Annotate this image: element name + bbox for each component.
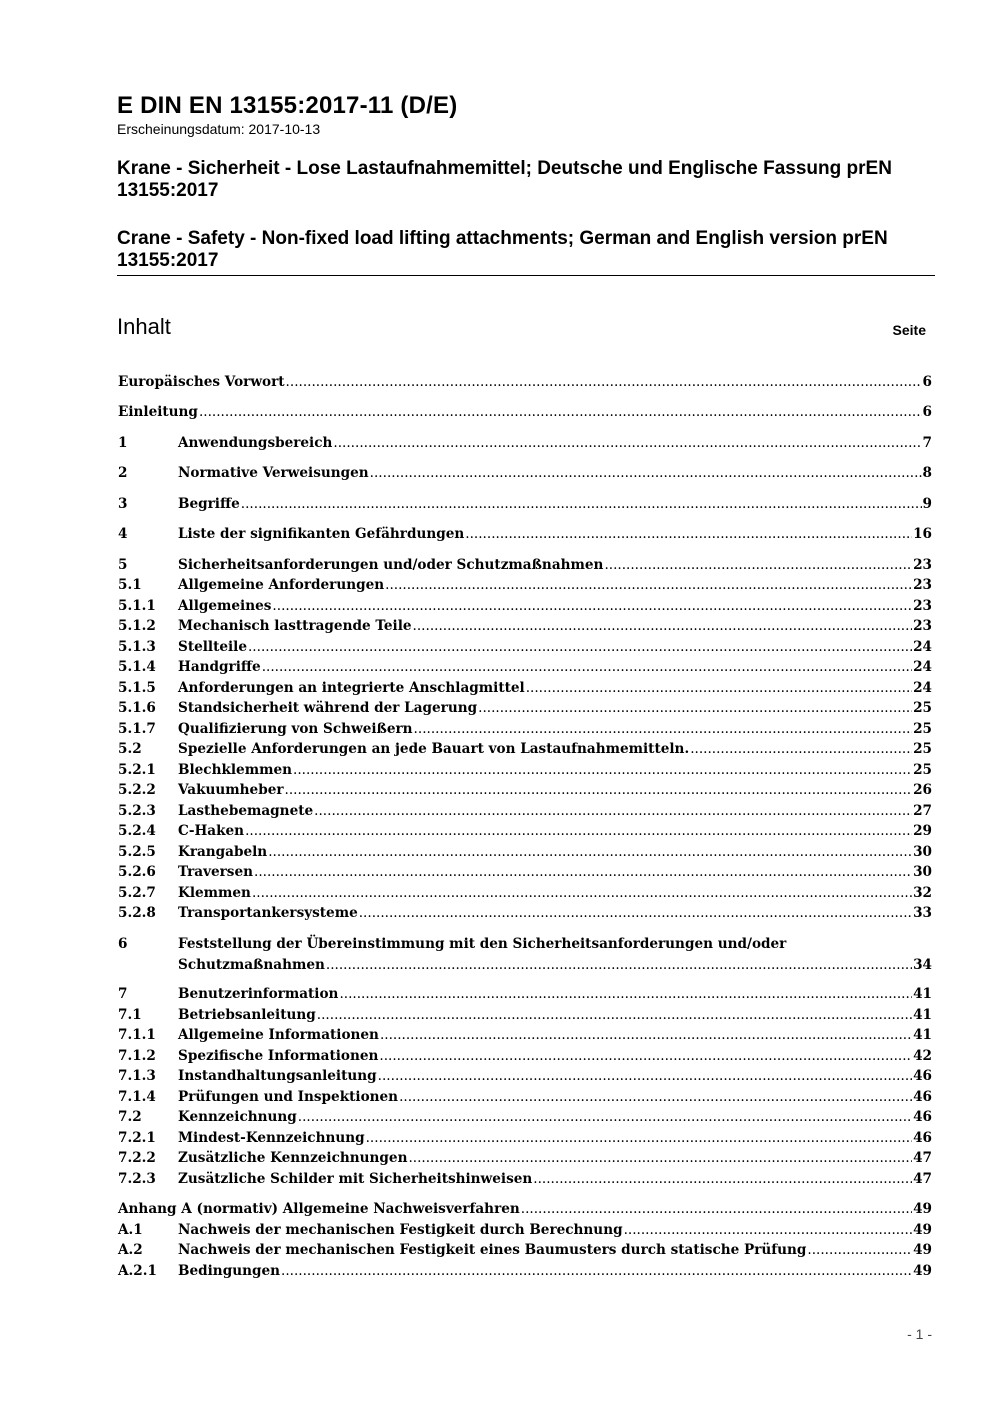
toc-entry-title: Feststellung der Übereinstimmung mit den Sicherheitsanforderungen und/oder bbox=[178, 936, 787, 952]
toc-entry-title: Spezielle Anforderungen an jede Bauart von Lastaufnahmemitteln. bbox=[178, 741, 690, 757]
toc-entry-title: Vakuumheber bbox=[178, 782, 284, 798]
page-number: - 1 - bbox=[907, 1326, 932, 1342]
toc-entry-title: Transportankersysteme bbox=[178, 905, 358, 921]
toc-entry-page: 16 bbox=[913, 526, 932, 542]
toc-entry[interactable] bbox=[118, 1066, 932, 1087]
toc-entry-title: Kennzeichnung bbox=[178, 1109, 297, 1125]
toc-entry-number: 5.2.4 bbox=[118, 823, 156, 839]
toc-dot-leader bbox=[293, 760, 912, 781]
toc-entry-title: Anforderungen an integrierte Anschlagmittel bbox=[178, 680, 525, 696]
toc-entry-page: 24 bbox=[913, 659, 932, 675]
toc-entry-title: Nachweis der mechanischen Festigkeit eines Baumusters durch statische Prüfung bbox=[178, 1242, 807, 1258]
toc-dot-leader bbox=[380, 1025, 912, 1046]
toc-entry-number: 6 bbox=[118, 936, 128, 952]
toc-dot-leader bbox=[604, 555, 912, 576]
toc-entry-page: 25 bbox=[913, 741, 932, 757]
toc-dot-leader bbox=[252, 883, 912, 904]
toc-entry-page: 41 bbox=[913, 1027, 932, 1043]
toc-entry-page: 42 bbox=[913, 1048, 932, 1064]
toc-entry-page: 46 bbox=[913, 1089, 932, 1105]
toc-entry-page: 25 bbox=[913, 721, 932, 737]
toc-dot-leader bbox=[379, 1046, 912, 1067]
toc-entry-page: 6 bbox=[922, 374, 932, 390]
toc-dot-leader bbox=[285, 780, 913, 801]
toc-entry[interactable] bbox=[118, 1087, 932, 1108]
toc-entry[interactable] bbox=[118, 903, 932, 924]
toc-dot-leader bbox=[281, 1261, 912, 1282]
toc-dot-leader bbox=[262, 657, 912, 678]
toc-entry-page: 49 bbox=[913, 1242, 932, 1258]
toc-entry[interactable] bbox=[118, 637, 932, 658]
toc-entry-title: Allgemeines bbox=[178, 598, 272, 614]
toc-entry-number: 7.1.4 bbox=[118, 1089, 156, 1105]
toc-dot-leader bbox=[272, 596, 912, 617]
toc-entry-title-continued: Schutzmaßnahmen bbox=[178, 957, 325, 973]
toc-entry[interactable] bbox=[118, 463, 932, 484]
toc-dot-leader bbox=[378, 1066, 912, 1087]
toc-entry-page: 30 bbox=[913, 864, 932, 880]
toc-heading: Inhalt bbox=[117, 314, 171, 339]
toc-entry-title: Qualifizierung von Schweißern bbox=[178, 721, 413, 737]
toc-entry-number: 5.1.7 bbox=[118, 721, 156, 737]
toc-entry[interactable] bbox=[118, 1005, 932, 1026]
toc-entry-title: Traversen bbox=[178, 864, 253, 880]
toc-entry[interactable] bbox=[118, 372, 932, 393]
toc-entry-number: 5.1 bbox=[118, 577, 142, 593]
toc-entry-title: Allgemeine Informationen bbox=[178, 1027, 379, 1043]
toc-entry-page: 46 bbox=[913, 1130, 932, 1146]
toc-entry-number: 4 bbox=[118, 526, 128, 542]
toc-entry-number: 7.1.2 bbox=[118, 1048, 156, 1064]
toc-entry-page: 25 bbox=[913, 700, 932, 716]
toc-entry[interactable] bbox=[118, 1107, 932, 1128]
toc-entry-page: 49 bbox=[913, 1263, 932, 1279]
toc-entry-title: Bedingungen bbox=[178, 1263, 280, 1279]
toc-entry[interactable] bbox=[118, 657, 932, 678]
toc-entry-title: Spezifische Informationen bbox=[178, 1048, 379, 1064]
toc-dot-leader bbox=[333, 433, 921, 454]
toc-entry-page: 46 bbox=[913, 1068, 932, 1084]
toc-entry[interactable] bbox=[118, 524, 932, 545]
toc-entry-page: 32 bbox=[913, 885, 932, 901]
toc-entry-title: Klemmen bbox=[178, 885, 251, 901]
toc-entry-page: 24 bbox=[913, 680, 932, 696]
toc-entry-title: Nachweis der mechanischen Festigkeit durch Berechnung bbox=[178, 1222, 623, 1238]
toc-entry[interactable] bbox=[118, 678, 932, 699]
toc-entry-number: 5.1.2 bbox=[118, 618, 156, 634]
toc-dot-leader bbox=[298, 1107, 912, 1128]
toc-entry-title: Handgriffe bbox=[178, 659, 261, 675]
toc-entry-number: 5.1.3 bbox=[118, 639, 156, 655]
toc-entry-page: 41 bbox=[913, 1007, 932, 1023]
toc-entry-title: Normative Verweisungen bbox=[178, 465, 369, 481]
toc-dot-leader bbox=[248, 637, 912, 658]
toc-entry-number: 5.2.8 bbox=[118, 905, 156, 921]
publication-date: Erscheinungsdatum: 2017-10-13 bbox=[117, 121, 321, 137]
toc-entry[interactable] bbox=[118, 494, 932, 515]
toc-entry-number: 5.2.5 bbox=[118, 844, 156, 860]
toc-entry-number: 5.2.6 bbox=[118, 864, 156, 880]
toc-entry-number: 5.1.4 bbox=[118, 659, 156, 675]
toc-entry-title: Zusätzliche Schilder mit Sicherheitshinweisen bbox=[178, 1171, 533, 1187]
toc-entry-title: Benutzerinformation bbox=[178, 986, 339, 1002]
toc-entry-page: 30 bbox=[913, 844, 932, 860]
toc-entry-number: 7.2.2 bbox=[118, 1150, 156, 1166]
toc-entry-title: Standsicherheit während der Lagerung bbox=[178, 700, 478, 716]
toc-entry[interactable] bbox=[118, 1220, 932, 1241]
toc-entry[interactable] bbox=[118, 984, 932, 1005]
toc-entry-number: A.2 bbox=[118, 1242, 143, 1258]
toc-entry-number: 7.2.1 bbox=[118, 1130, 156, 1146]
toc-entry-number: 7.2.3 bbox=[118, 1171, 156, 1187]
toc-dot-leader bbox=[254, 862, 912, 883]
toc-entry-title: Mindest-Kennzeichnung bbox=[178, 1130, 365, 1146]
toc-dot-leader bbox=[370, 463, 922, 484]
toc-entry-page: 46 bbox=[913, 1109, 932, 1125]
toc-entry-number: 5.2.3 bbox=[118, 803, 156, 819]
toc-dot-leader bbox=[399, 1087, 912, 1108]
toc-entry-title: Stellteile bbox=[178, 639, 247, 655]
toc-entry[interactable] bbox=[118, 596, 932, 617]
toc-entry[interactable] bbox=[118, 801, 932, 822]
toc-dot-leader bbox=[314, 801, 912, 822]
toc-entry-number: 7.1.1 bbox=[118, 1027, 156, 1043]
toc-entry[interactable] bbox=[118, 842, 932, 863]
toc-entry-number: 5.2.7 bbox=[118, 885, 156, 901]
title-german: Krane - Sicherheit - Lose Lastaufnahmemittel; Deutsche und Englische Fassung prEN 13155:2017 bbox=[117, 158, 892, 201]
toc-entry-title: Liste der signifikanten Gefährdungen bbox=[178, 526, 465, 542]
toc-entry-number: 5.2.2 bbox=[118, 782, 156, 798]
toc-entry-title: Instandhaltungsanleitung bbox=[178, 1068, 377, 1084]
toc-entry-page: 33 bbox=[913, 905, 932, 921]
toc-entry-page: 9 bbox=[922, 496, 932, 512]
toc-dot-leader bbox=[286, 372, 922, 393]
document-id: E DIN EN 13155:2017-11 (D/E) bbox=[117, 92, 458, 119]
toc-entry-number: 7.2 bbox=[118, 1109, 142, 1125]
toc-entry[interactable] bbox=[118, 575, 932, 596]
toc-dot-leader bbox=[326, 955, 912, 976]
toc-entry-title: Blechklemmen bbox=[178, 762, 292, 778]
toc-dot-leader bbox=[199, 402, 922, 423]
toc-dot-leader bbox=[245, 821, 912, 842]
toc-entry-page: 23 bbox=[913, 577, 932, 593]
toc-entry[interactable] bbox=[118, 883, 932, 904]
toc-entry-title: Anwendungsbereich bbox=[178, 435, 333, 451]
toc-entry[interactable] bbox=[118, 1025, 932, 1046]
toc-entry[interactable] bbox=[118, 719, 932, 740]
toc-entry-number: 3 bbox=[118, 496, 128, 512]
toc-dot-leader bbox=[478, 698, 912, 719]
toc-dot-leader bbox=[385, 575, 912, 596]
toc-entry-page: 25 bbox=[913, 762, 932, 778]
toc-entry-page: 29 bbox=[913, 823, 932, 839]
toc-dot-leader bbox=[366, 1128, 912, 1149]
toc-dot-leader bbox=[317, 1005, 912, 1026]
toc-entry-number: 5.2.1 bbox=[118, 762, 156, 778]
toc-entry-page: 47 bbox=[913, 1171, 932, 1187]
toc-entry[interactable] bbox=[118, 1199, 932, 1220]
toc-entry-number: 7 bbox=[118, 986, 128, 1002]
toc-dot-leader bbox=[807, 1240, 912, 1261]
toc-entry-title: Allgemeine Anforderungen bbox=[178, 577, 385, 593]
toc-entry[interactable] bbox=[118, 760, 932, 781]
toc-entry-title: Lasthebemagnete bbox=[178, 803, 314, 819]
toc-entry-page: 6 bbox=[922, 404, 932, 420]
toc-page-heading: Seite bbox=[892, 322, 926, 338]
toc-entry-title: Sicherheitsanforderungen und/oder Schutzmaßnahmen bbox=[178, 557, 604, 573]
toc-entry[interactable] bbox=[118, 433, 932, 454]
toc-entry-number: 5 bbox=[118, 557, 128, 573]
toc-entry[interactable] bbox=[118, 934, 932, 976]
toc-entry-number: 7.1 bbox=[118, 1007, 142, 1023]
toc-entry-title: Europäisches Vorwort bbox=[118, 374, 285, 390]
toc-entry[interactable] bbox=[118, 821, 932, 842]
toc-entry-page: 23 bbox=[913, 598, 932, 614]
toc-dot-leader bbox=[526, 678, 912, 699]
toc-entry[interactable] bbox=[118, 1169, 932, 1190]
toc-entry-page: 7 bbox=[922, 435, 932, 451]
toc-entry[interactable] bbox=[118, 1046, 932, 1067]
toc-entry-title: C-Haken bbox=[178, 823, 245, 839]
toc-entry-title: Begriffe bbox=[178, 496, 240, 512]
toc-entry-title: Mechanisch lasttragende Teile bbox=[178, 618, 412, 634]
toc-entry-page: 49 bbox=[913, 1222, 932, 1238]
toc-dot-leader bbox=[624, 1220, 913, 1241]
toc-dot-leader bbox=[339, 984, 912, 1005]
toc-entry[interactable] bbox=[118, 1148, 932, 1169]
toc-dot-leader bbox=[408, 1148, 912, 1169]
toc-entry[interactable] bbox=[118, 1128, 932, 1149]
toc-entry-number: A.2.1 bbox=[118, 1263, 157, 1279]
toc-entry-title: Anhang A (normativ) Allgemeine Nachweisverfahren bbox=[118, 1201, 520, 1217]
toc-entry-page: 8 bbox=[922, 465, 932, 481]
toc-entry[interactable] bbox=[118, 616, 932, 637]
toc-entry-number: A.1 bbox=[118, 1222, 143, 1238]
toc-entry-title: Prüfungen und Inspektionen bbox=[178, 1089, 399, 1105]
toc-entry-page: 23 bbox=[913, 618, 932, 634]
toc-entry[interactable] bbox=[118, 780, 932, 801]
toc-entry-number: 5.2 bbox=[118, 741, 142, 757]
toc-entry[interactable] bbox=[118, 555, 932, 576]
toc-entry-number: 7.1.3 bbox=[118, 1068, 156, 1084]
toc-entry[interactable] bbox=[118, 402, 932, 423]
toc-entry-page: 47 bbox=[913, 1150, 932, 1166]
toc-dot-leader bbox=[465, 524, 912, 545]
toc-entry-page: 27 bbox=[913, 803, 932, 819]
toc-dot-leader bbox=[241, 494, 922, 515]
toc-entry-number: 1 bbox=[118, 435, 128, 451]
toc-entry-number: 2 bbox=[118, 465, 128, 481]
toc-entry-page: 49 bbox=[913, 1201, 932, 1217]
toc-entry-title: Einleitung bbox=[118, 404, 198, 420]
toc-entry-number: 5.1.1 bbox=[118, 598, 156, 614]
toc-entry-title: Zusätzliche Kennzeichnungen bbox=[178, 1150, 408, 1166]
toc-entry-number: 5.1.5 bbox=[118, 680, 156, 696]
toc-dot-leader bbox=[414, 719, 913, 740]
toc-entry-page: 24 bbox=[913, 639, 932, 655]
toc-entry[interactable] bbox=[118, 1261, 932, 1282]
toc-dot-leader bbox=[533, 1169, 912, 1190]
toc-entry-page: 41 bbox=[913, 986, 932, 1002]
toc-entry-title: Krangabeln bbox=[178, 844, 268, 860]
toc-dot-leader bbox=[359, 903, 912, 924]
toc-entry-number: 5.1.6 bbox=[118, 700, 156, 716]
toc-dot-leader bbox=[690, 739, 912, 760]
toc-entry[interactable] bbox=[118, 698, 932, 719]
toc-dot-leader bbox=[413, 616, 913, 637]
toc-entry-page: 26 bbox=[913, 782, 932, 798]
toc-entry-page: 34 bbox=[913, 957, 932, 973]
toc-entry[interactable] bbox=[118, 1240, 932, 1261]
toc-entry-title: Betriebsanleitung bbox=[178, 1007, 316, 1023]
toc-entry[interactable] bbox=[118, 862, 932, 883]
title-english: Crane - Safety - Non-fixed load lifting attachments; German and English version prEN 13155:2017 bbox=[117, 228, 888, 271]
toc-dot-leader bbox=[268, 842, 912, 863]
header-rule bbox=[117, 275, 935, 276]
toc-entry-page: 23 bbox=[913, 557, 932, 573]
toc-entry[interactable] bbox=[118, 739, 932, 760]
toc-dot-leader bbox=[521, 1199, 912, 1220]
